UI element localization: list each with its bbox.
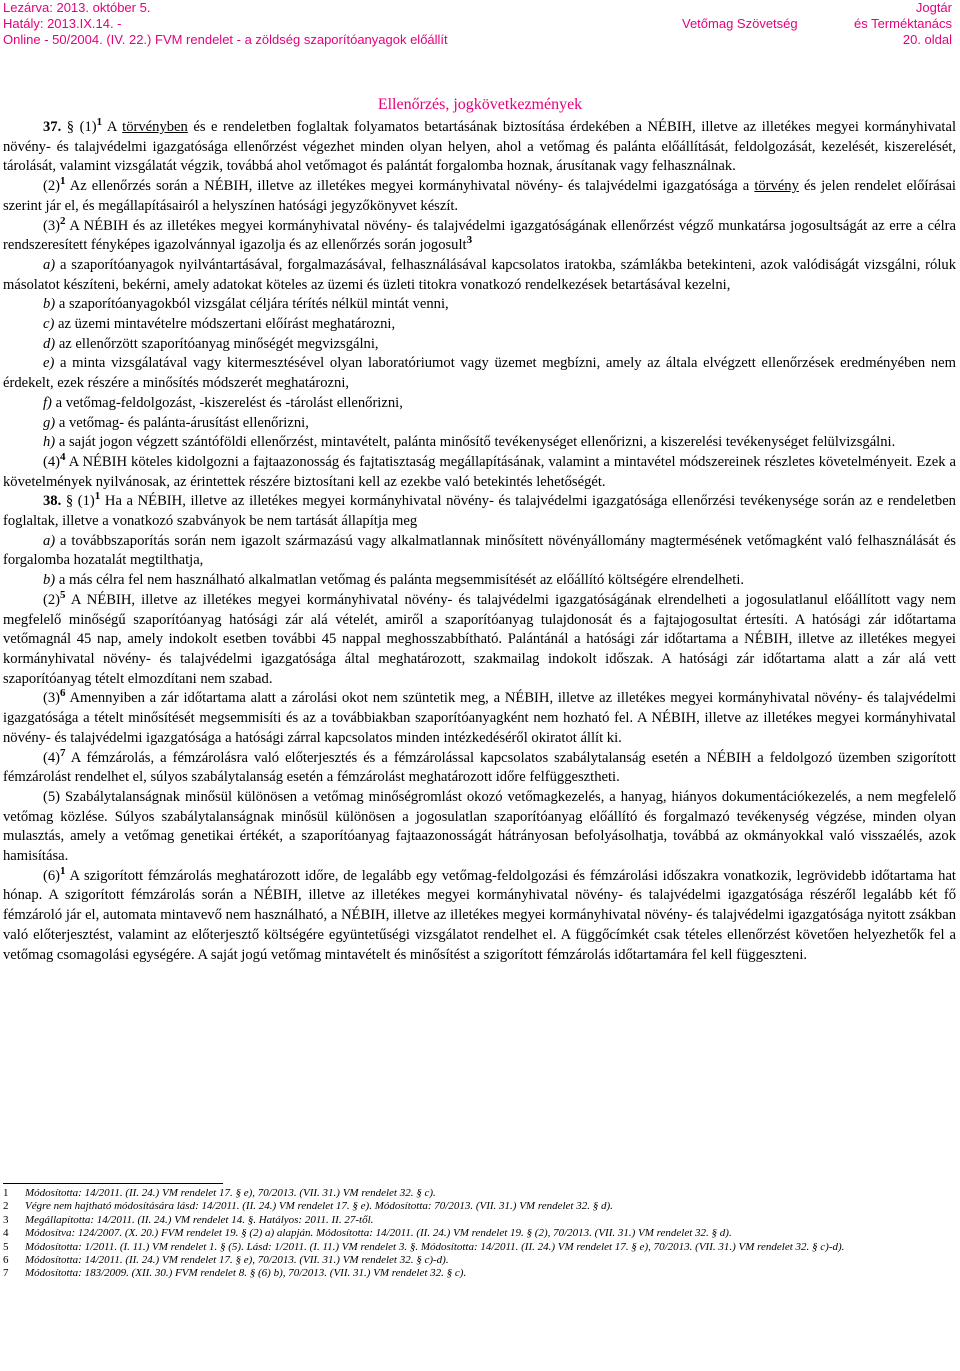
footnote-text: Megállapította: 14/2011. (II. 24.) VM rendelet 14. §. Hatályos: 2011. II. 27-től. (25, 1213, 374, 1226)
footnote (3, 1227, 956, 1240)
footnote (3, 1214, 956, 1227)
s38-item-list (3, 532, 956, 591)
section-title: Ellenőrzés, jogkövetkezmények (377, 96, 583, 113)
s37-p2-text: Az ellenőrzés során a NÉBIH, illetve az illetékes megyei kormányhivatal növény- és talajvédelmi igazgatósága a (65, 178, 755, 195)
footnote-number: 2 (3, 1200, 9, 1213)
s37-p1: 37. § $(1)^1$ A törvényben és e rendeletben foglaltak folyamatos betartásának biztosítása érdekében a NÉBIH, illetve az illetékes megyei kormányhivatal növény- és talajvédelmi igazgatósága ellenőrzést végezhet minden olyan helyen, ahol a vetőmag és palánta előállítását, feldolgozását, kezelését, kiszerelését, tárolását, valamint vizsgálatát végzik, továbbá ahol vetőmagot és palántát forgalomba hoznak, árusítanak vagy felhasználnak. (3, 116, 957, 175)
item-letter: a) (43, 256, 56, 273)
s38-p6-text: A szigorított fémzárolás meghatározott időre, de legalább egy vetőmag-feldolgozási és fémzárolási időszakra vonatkozik, legrövidebb időtartama hat hónap. A szigorított fémzárolás során a NÉBIH, illetve az illetékes megyei kormányhivatal növény- és talajvédelmi igazgatósága részéről legalább két fő fémzároló jár el, automata mintavevő nem használható, a NÉBIH, illetve az illetékes megyei kormányhivatal növény- és talajvédelmi igazgatósága nyitott zsákban való előterjesztést, valamint az előterjesztő költségére együntetűségi vizsgálatot rendelhet el. A függőcímkét csak tételes ellenőrzést követően helyezhetők fel a vetőmag csomagolási egységére. A saját jogú vetőmag mintavételt és minősítést a szigorított fémzárolás időtartamára fel kell függeszteni. (3, 867, 956, 963)
item-text: a szaporítóanyagokból vizsgálat céljára térítés nélkül mintát venni, (55, 296, 449, 313)
item-letter: b) (43, 296, 56, 313)
section-sign: § (65, 493, 74, 510)
s38-p2-text: A NÉBIH, illetve az illetékes megyei kormányhivatal növény- és talajvédelmi igazgatóságának elrendelheti a jogosulatlanul előállított vagy nem megfelelő minőségű szaporítóanyag hatósági zár alá vételét, amiről a szaporítóanyag tulajdonosát és a fajtajogosultat értesíti. A hatósági zár időtartama vetőmagnál 45 nap, amely indokolt esetben további 45 nappal meghosszabbítható. Palántánál a hatósági zár időtartama a NÉBIH, illetve az illetékes megyei kormányhivatal növény- és talajvédelmi igazgatósága által meghatározott, szakmailag indokolt időszak. A hatósági zár időtartama alatt a zár alá vett szaporítóanyag tételt elmozdítani nem szabad. (3, 591, 956, 687)
s37-item (3, 315, 956, 335)
footnote-number: 3 (3, 1213, 9, 1226)
footnote-number: 5 (3, 1240, 9, 1253)
header-closed-date: Lezárva: 2013. október 5. (3, 0, 151, 15)
s37-item (3, 354, 956, 393)
footnote-ref[interactable]: 1 (60, 175, 66, 188)
s37-p2-label: (2) (43, 178, 61, 195)
law-link[interactable]: törvényben (122, 119, 188, 135)
footnote-ref[interactable]: 2 (60, 214, 66, 227)
s37-p3-text: A NÉBIH és az illetékes megyei kormányhivatal növény- és talajvédelmi igazgatóságának ellenőrzést végző munkatársa jogosultságát az erre a célra rendszeresített fényképes igazolvánnyal igazolja és az ellenőrzés során jogosult (3, 217, 956, 254)
s37-p3-label: (3) (43, 217, 61, 234)
s37-p1-text: és e rendeletben foglaltak folyamatos betartásának biztosítása érdekében a NÉBIH, illetve az illetékes megyei kormányhivatal növény- és talajvédelmi igazgatósága ellenőrzést végezhet minden olyan helyen, ahol a vetőmag és palánta előállítását, feldolgozását, kezelését, kiszerelését, tárolását, valamint vizsgálatát végzik, továbbá ahol vetőmagot és palántát forgalomba hoznak, árusítanak vagy felhasználnak. (3, 119, 957, 175)
footnote-number: 6 (3, 1254, 9, 1267)
footnote-ref[interactable]: 3 (466, 234, 473, 247)
document-body (3, 118, 956, 965)
s37-p4-text: A NÉBIH köteles kidolgozni a fajtaazonosság és fajtatisztaság megállapításának, valamint a mintavétel módszereinek részletes követelményeit. Ezek a követelmények nyilvánosak, az érintettek részére biztosítani kell az ezekbe való betekintés lehetőségét. (3, 453, 956, 490)
s37-item (3, 335, 956, 355)
footnote-text: Módosította: 183/2009. (XII. 30.) FVM rendelet 8. § (6) b), 70/2013. (VII. 31.) VM rendelet 32. § c). (25, 1267, 467, 1280)
header-termektanacs: és Terméktanács (853, 16, 952, 31)
item-text: a saját jogon végzett szántóföldi ellenőrzést, mintavételt, palánta minősítő tevékenységet ellenőrizni, a kiszerelési tevékenységet felülvizsgálni. (55, 434, 896, 451)
s38-item (3, 532, 956, 571)
footnote-text: Módosította: 14/2011. (II. 24.) VM rendelet 17. § e), 70/2013. (VII. 31.) VM rendelet 32. § c). (25, 1187, 436, 1199)
footnote-ref[interactable]: 7 (60, 746, 66, 759)
s38-p3-label: (3) (43, 690, 61, 707)
item-text: a továbbszaporítás során nem igazolt származású vagy alkalmatlannak minősített növényállomány magtermésének vetőmagként való felhasználását és forgalomba hozatalát megtilthatja, (3, 532, 956, 569)
header-page-number: 20. oldal (902, 32, 952, 47)
s38-p1 (3, 492, 956, 531)
s38-p5 (3, 788, 956, 867)
footnote-ref[interactable]: 6 (60, 687, 66, 700)
footnote (3, 1254, 956, 1267)
s38-p1-label: (1) (77, 493, 95, 510)
page-header (0, 0, 960, 52)
s38-p3 (3, 689, 956, 748)
s37-item (3, 295, 956, 315)
s38-p6 (3, 864, 956, 966)
footnote (3, 1267, 956, 1280)
item-letter: f) (43, 394, 52, 411)
footnote-number: 4 (3, 1227, 9, 1240)
s37-p3 (3, 214, 956, 256)
footnote-ref[interactable]: 1 (60, 864, 66, 877)
footnote-ref[interactable]: 1 (96, 116, 103, 129)
header-right (854, 0, 952, 48)
s38-p3-text: Amennyiben a zár időtartama alatt a zárolási okot nem szüntetik meg, a NÉBIH, illetve az illetékes megyei kormányhivatal növény- és talajvédelmi igazgatósága a tételt minősítését megsemmisíti és az a továbbiakban szaporítóanyagként nem hozható fel. A NÉBIH, illetve az illetékes megyei kormányhivatal növény- és talajvédelmi igazgatósága a hatósági zárral kapcsolatos minden intézkedéséről okiratot állít ki. (3, 690, 956, 746)
item-text: a más célra fel nem használható alkalmatlan vetőmag és palánta megsemmisítését az előállító költségére elrendelheti. (55, 572, 745, 589)
s38-p1-text: Ha a NÉBIH, illetve az illetékes megyei kormányhivatal növény- és talajvédelmi igazgatósága ellenőrzési tevékenysége során az e rendeletben foglaltak, illetve a vonatkozó szabványok be nem tartását állapítja meg (3, 493, 956, 530)
footnote-text: Módosította: 14/2011. (II. 24.) VM rendelet 17. § e), 70/2013. (VII. 31.) VM rendelet 32. § c)-d). (25, 1254, 449, 1267)
s37-item (3, 433, 956, 453)
item-text: a vetőmag-feldolgozást, -kiszerelést és -tárolást ellenőrizni, (51, 394, 403, 411)
section-sign: § (66, 119, 75, 135)
item-letter: a) (43, 532, 56, 549)
s38-number: 38. (43, 493, 62, 510)
s38-item (3, 571, 956, 591)
item-letter: b) (43, 572, 56, 589)
footnote (3, 1200, 956, 1213)
footnotes (3, 1187, 956, 1281)
s37-p2-text-end: és jelen rendelet előírásai szerint jár el, és megállapításairól a helyszínen hatósági jegyzőkönyvet készít. (3, 178, 956, 214)
s38-p5-text: Szabálytalanságnak minősül különösen a vetőmag minőségromlást okozó vetőmagkezelés, a hanyag, hiányos dokumentációkezelés, a nem megfelelő vetőmag közlése. Súlyos szabálytalanságnak minősül különösen a jogosulatlan szaporítóanyag előállító és forgalmazó tevékenység végzése, minden olyan mulasztás, amely a vetőmag genetikai értékét, a szaporítóanyag fajtaazonosságát hátrányosan befolyásolhatja, továbbá az okmányokkal való visszaélés, azok hamisítása. (3, 788, 956, 865)
footnote-ref[interactable]: 1 (94, 490, 101, 503)
footnote-number: 7 (3, 1267, 9, 1280)
s38-p4-label: (4) (43, 749, 61, 766)
s37-number: 37. (43, 119, 62, 135)
header-center: Vetőmag Szövetség (682, 16, 798, 31)
header-online-title: Online - 50/2004. (IV. 22.) FVM rendelet - a zöldség szaporítóanyagok előállít (3, 32, 448, 47)
s38-p2-label: (2) (43, 591, 61, 608)
item-letter: g) (43, 414, 56, 431)
footnote-number: 1 (3, 1187, 9, 1199)
s37-p4 (3, 453, 956, 492)
s38-p4 (3, 746, 956, 788)
footnote-ref[interactable]: 5 (60, 589, 66, 602)
header-left (3, 0, 448, 48)
s38-p5-label: (5) (43, 788, 61, 805)
footnote-separator (3, 1183, 223, 1184)
s38-p2 (3, 591, 956, 690)
footnote-text: Módosítva: 124/2007. (X. 20.) FVM rendelet 19. § (2) a) alapján. Módosította: 14/2011. (II. 24.) VM rendelet 19. § (2), 70/2013. (VII. 31.) VM rendelet 32. § d). (25, 1227, 732, 1240)
item-letter: e) (43, 355, 55, 372)
footnote (3, 1241, 956, 1254)
s37-item (3, 414, 956, 434)
s37-item-list (3, 256, 956, 453)
item-text: az üzemi mintavételre módszertani előírást meghatározni, (54, 316, 396, 333)
item-letter: d) (43, 335, 56, 352)
s37-item (3, 256, 956, 295)
header-jogtar: Jogtár (915, 0, 952, 15)
footnote-text: Módosította: 1/2011. (I. 11.) VM rendelet 1. § (5). Lásd: 1/2011. (I. 11.) VM rendelet 3. §. Módosította: 14/2011. (II. 24.) VM rendelet 17. § e), 70/2013. (VII. 31.) VM rendelet 32. § c)-d). (25, 1240, 845, 1253)
s38-p4-text: A fémzárolás, a fémzárolásra való előterjesztés és a fémzárolással kapcsolatos szabálytalanság esetén a NÉBIH a feldolgozó üzemben szigorított fémzárolást rendelhet el, súlyos szabálytalanság esetén a fémzárolást meghatározott időre felfüggesztheti. (3, 749, 956, 786)
item-letter: h) (43, 434, 56, 451)
footnote-text: Végre nem hajtható módosítására lásd: 14/2011. (II. 24.) VM rendelet 17. § e). Módosította: 70/2013. (VII. 31.) VM rendelet 32. § d). (25, 1200, 613, 1213)
item-text: az ellenőrzött szaporítóanyag minőségét megvizsgálni, (55, 335, 379, 352)
s37-p1-label: (1) (79, 119, 97, 135)
s37-item (3, 394, 956, 414)
footnote-ref[interactable]: 4 (60, 451, 66, 464)
s37-p2 (3, 177, 956, 216)
s38-p6-label: (6) (43, 867, 61, 884)
item-text: a minta vizsgálatával vagy kitermesztésével olyan laboratóriumot vagy üzemet megbízni, amely az általa elvégzett ellenőrzések eredményében nem érdekelt, ezek részére a minősítés módszerét meghatározni, (3, 355, 956, 392)
item-letter: c) (43, 316, 55, 333)
item-text: a vetőmag- és palánta-árusítást ellenőrizni, (55, 414, 309, 431)
header-effective: Hatály: 2013.IX.14. - (3, 16, 122, 31)
footnote (3, 1187, 956, 1200)
item-text: a szaporítóanyagok nyilvántartásával, forgalmazásával, felhasználásával kapcsolatos iratokba, számlákba betekinteni, azok valódiságát vizsgálni, róluk másolatot készíteni, bekérni, amely adatokat köteles az üzemi és üzleti titokra vonatkozó rendelkezések betartásával kezelni, (3, 256, 956, 293)
law-link[interactable]: törvény (754, 178, 799, 195)
s37-p4-label: (4) (43, 453, 61, 470)
